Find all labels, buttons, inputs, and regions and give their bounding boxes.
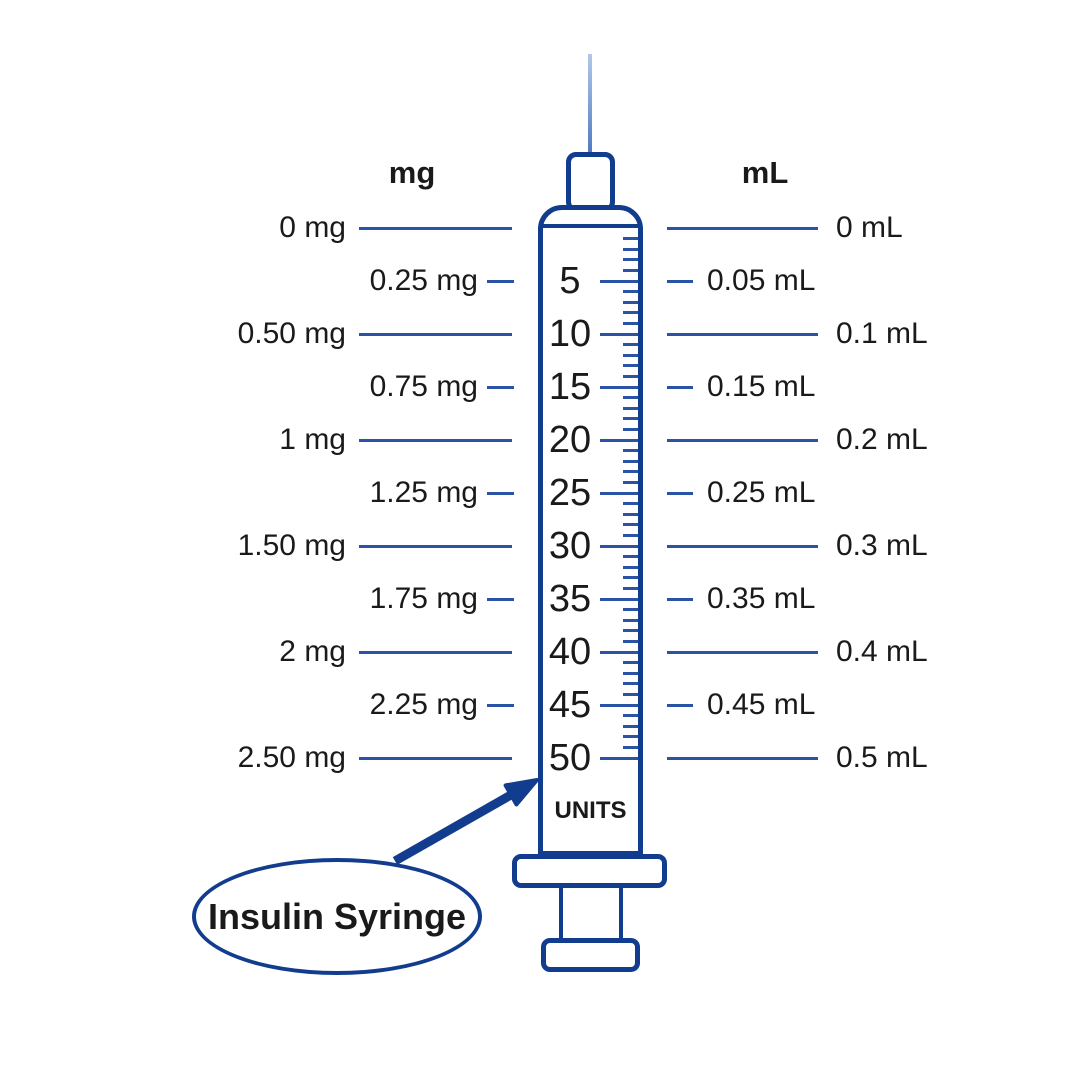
ml-minor-line <box>667 492 693 495</box>
syringe-zero-mark <box>541 224 640 228</box>
ml-label: 0.5 mL <box>836 741 928 774</box>
mg-major-line <box>359 545 512 548</box>
units-value: 40 <box>548 630 592 673</box>
mg-major-line <box>359 227 512 230</box>
units-value: 5 <box>559 259 581 302</box>
mg-label: 0 mg <box>279 211 346 244</box>
ml-major-line <box>667 439 818 442</box>
mg-label: 1.25 mg <box>369 476 478 509</box>
callout-label: Insulin Syringe <box>207 895 467 937</box>
mg-minor-line <box>487 492 514 495</box>
units-value: 10 <box>548 312 592 355</box>
mg-label: 2.25 mg <box>369 688 478 721</box>
ml-label: 0.2 mL <box>836 423 928 456</box>
ml-major-line <box>667 757 818 760</box>
mg-minor-line <box>487 704 514 707</box>
ml-major-line <box>667 227 818 230</box>
mg-label: 2.50 mg <box>237 741 346 774</box>
units-value: 30 <box>548 524 592 567</box>
mg-minor-line <box>487 386 514 389</box>
ml-major-line <box>667 545 818 548</box>
callout-arrow-icon <box>380 770 550 870</box>
ml-minor-line <box>667 386 693 389</box>
units-label: UNITS <box>554 797 627 824</box>
syringe-plunger-rod <box>559 886 623 942</box>
ml-label: 0.15 mL <box>707 370 816 403</box>
ml-minor-line <box>667 598 693 601</box>
ml-label: 0.35 mL <box>707 582 816 615</box>
units-value: 20 <box>548 418 592 461</box>
ml-label: 0.1 mL <box>836 317 928 350</box>
ml-label: 0.05 mL <box>707 264 816 297</box>
syringe-needle <box>588 54 592 154</box>
units-value: 50 <box>548 736 592 779</box>
mg-label: 0.25 mg <box>369 264 478 297</box>
mg-label: 1 mg <box>279 423 346 456</box>
mg-major-line <box>359 333 512 336</box>
units-value: 25 <box>548 471 592 514</box>
units-value: 35 <box>548 577 592 620</box>
ml-label: 0.45 mL <box>707 688 816 721</box>
ml-label: 0 mL <box>836 211 903 244</box>
ml-major-line <box>667 333 818 336</box>
ml-minor-line <box>667 704 693 707</box>
ml-minor-line <box>667 280 693 283</box>
ml-column-header: mL <box>741 155 789 190</box>
units-value: 45 <box>548 683 592 726</box>
mg-minor-line <box>487 598 514 601</box>
mg-label: 1.50 mg <box>237 529 346 562</box>
mg-label: 0.50 mg <box>237 317 346 350</box>
mg-column-header: mg <box>388 155 436 190</box>
mg-minor-line <box>487 280 514 283</box>
mg-major-line <box>359 757 512 760</box>
ml-major-line <box>667 651 818 654</box>
mg-label: 0.75 mg <box>369 370 478 403</box>
syringe-needle-hub <box>566 152 615 212</box>
insulin-syringe-callout <box>192 858 482 975</box>
mg-major-line <box>359 439 512 442</box>
units-value: 15 <box>548 365 592 408</box>
syringe-plunger-cap <box>541 938 640 972</box>
mg-label: 2 mg <box>279 635 346 668</box>
syringe-barrel <box>538 205 643 856</box>
ml-label: 0.4 mL <box>836 635 928 668</box>
ml-label: 0.3 mL <box>836 529 928 562</box>
mg-major-line <box>359 651 512 654</box>
ml-label: 0.25 mL <box>707 476 816 509</box>
mg-label: 1.75 mg <box>369 582 478 615</box>
